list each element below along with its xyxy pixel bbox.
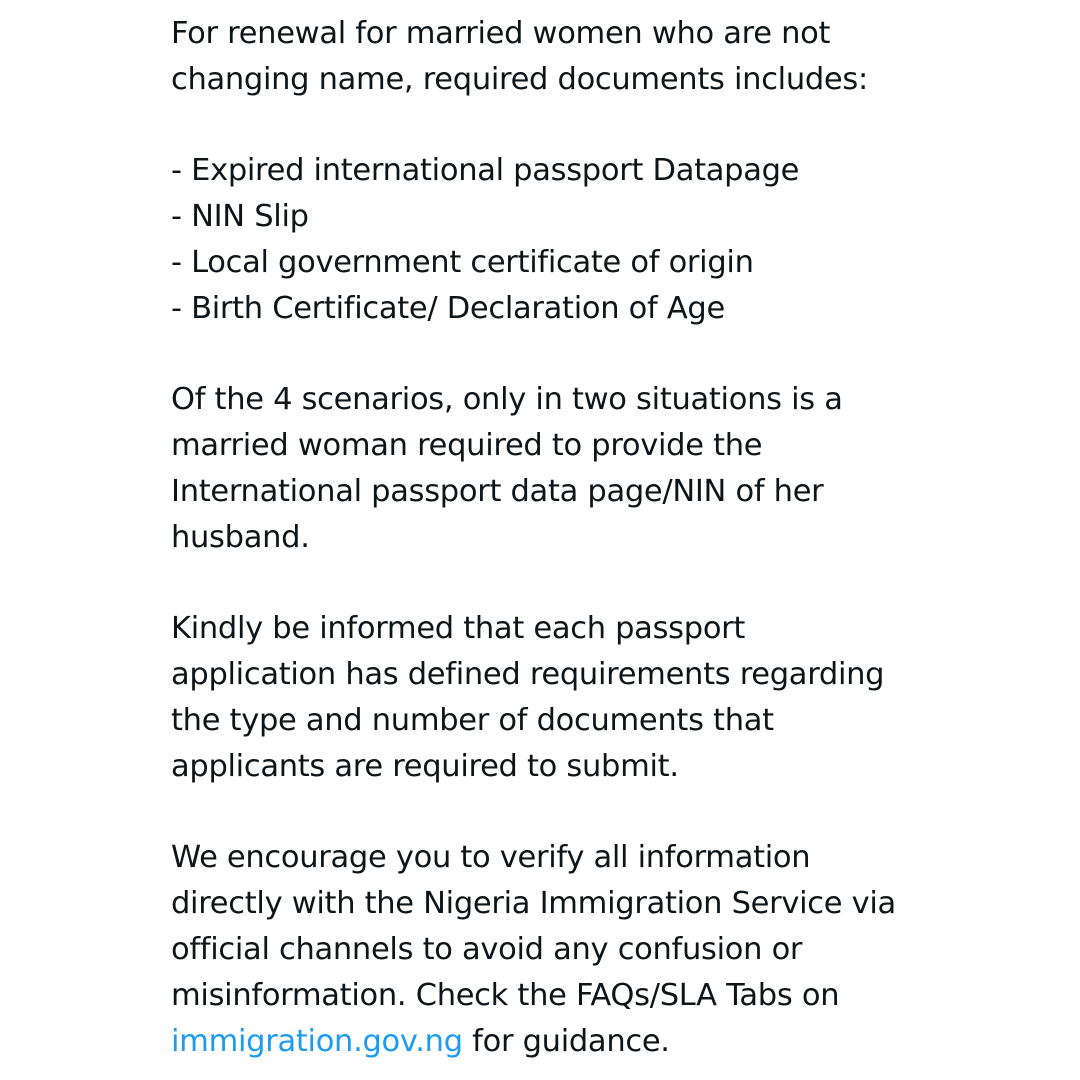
document-item-nin: - NIN Slip [171, 199, 309, 235]
document-item-birth-certificate: - Birth Certificate/ Declaration of Age [171, 290, 725, 326]
verify-line-5-rest: for guidance. [462, 1023, 670, 1059]
intro-paragraph [171, 11, 931, 103]
scenarios-paragraph [171, 377, 931, 560]
scenarios-line-4: husband. [171, 519, 310, 555]
verify-line-5 [171, 1019, 931, 1065]
verify-paragraph [171, 835, 931, 1064]
document-item-passport: - Expired international passport Datapage [171, 153, 800, 189]
verify-line-1: We encourage you to verify all information [171, 840, 811, 876]
intro-line-1: For renewal for married women who are not [171, 16, 831, 51]
verify-line-2: directly with the Nigeria Immigration Service via [171, 886, 896, 922]
requirements-line-1: Kindly be informed that each passport [171, 611, 746, 647]
requirements-line-4: applicants are required to submit. [171, 748, 679, 784]
requirements-paragraph [171, 606, 931, 789]
intro-line-2: changing name, required documents includes: [171, 61, 868, 97]
scenarios-line-3: International passport data page/NIN of her [171, 473, 824, 509]
requirements-line-3: the type and number of documents that [171, 702, 774, 738]
verify-line-3: official channels to avoid any confusion or [171, 931, 803, 967]
document-item-lga-certificate: - Local government certificate of origin [171, 244, 754, 280]
verify-line-4: misinformation. Check the FAQs/SLA Tabs on [171, 977, 840, 1013]
tweet-text [171, 11, 931, 1064]
scenarios-line-1: Of the 4 scenarios, only in two situations is a [171, 382, 843, 418]
immigration-website-link[interactable]: immigration.gov.ng [171, 1023, 463, 1059]
scenarios-line-2: married woman required to provide the [171, 428, 763, 464]
requirements-line-2: application has defined requirements regarding [171, 657, 885, 693]
documents-list [171, 148, 931, 331]
